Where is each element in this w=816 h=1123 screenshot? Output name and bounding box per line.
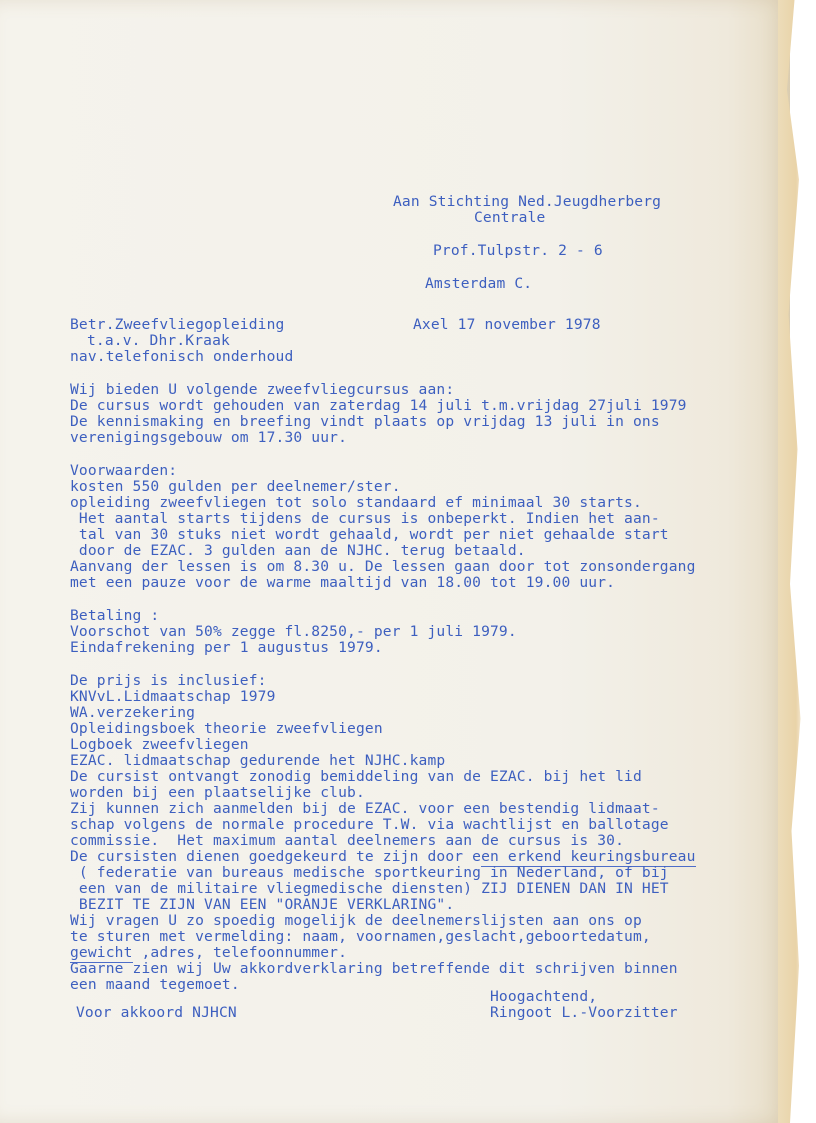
request-line: een maand tegemoet. <box>70 976 240 993</box>
conditions-line: Aanvang der lessen is om 8.30 u. De lessen gaan door tot zonsondergang <box>70 558 696 575</box>
inclusive-item: Logboek zweefvliegen <box>70 736 249 753</box>
payment-line: Eindafrekening per 1 augustus 1979. <box>70 639 383 656</box>
request-underlined-text: gewicht <box>70 944 133 961</box>
medical-underlined-text: en erkend keuringsbureau <box>481 848 696 865</box>
recipient-city: Amsterdam C. <box>425 275 533 292</box>
recipient-dept: Centrale <box>474 209 546 226</box>
payment-heading: Betaling : <box>70 607 160 624</box>
intro-line: verenigingsgebouw om 17.30 uur. <box>70 429 348 446</box>
conditions-line: Het aantal starts tijdens de cursus is onbeperkt. Indien het aan- <box>70 510 660 527</box>
conditions-line: opleiding zweefvliegen tot solo standaard ef minimaal 30 starts. <box>70 494 642 511</box>
intro-line: De cursus wordt gehouden van zaterdag 14 juli t.m.vrijdag 27juli 1979 <box>70 397 687 414</box>
medical-line: ( federatie van bureaus medische sportkeuring in Nederland, of bij <box>70 864 669 881</box>
inclusive-item: KNVvL.Lidmaatschap 1979 <box>70 688 276 705</box>
attention-line: t.a.v. Dhr.Kraak <box>87 332 230 349</box>
inclusive-item: Opleidingsboek theorie zweefvliegen <box>70 720 383 737</box>
inclusive-line: schap volgens de normale procedure T.W. via wachtlijst en ballotage <box>70 816 669 833</box>
recipient-name: Aan Stichting Ned.Jeugdherberg <box>393 193 662 210</box>
medical-text: De cursisten dienen goedgekeurd te zijn door e <box>70 848 482 865</box>
subject-line: Betr.Zweefvliegopleiding <box>70 316 285 333</box>
conditions-line: tal van 30 stuks niet wordt gehaald, wordt per niet gehaalde start <box>70 526 669 543</box>
place-date: Axel 17 november 1978 <box>413 316 601 333</box>
reference-line: nav.telefonisch onderhoud <box>70 348 294 365</box>
payment-line: Voorschot van 50% zegge fl.8250,- per 1 juli 1979. <box>70 623 517 640</box>
inclusive-line: De cursist ontvangt zonodig bemiddeling van de EZAC. bij het lid <box>70 768 642 785</box>
inclusive-heading: De prijs is inclusief: <box>70 672 267 689</box>
conditions-line: door de EZAC. 3 gulden aan de NJHC. terug betaald. <box>70 542 526 559</box>
inclusive-line: commissie. Het maximum aantal deelnemers aan de cursus is 30. <box>70 832 625 849</box>
request-line: Gaarne zien wij Uw akkordverklaring betreffende dit schrijven binnen <box>70 960 678 977</box>
request-line: te sturen met vermelding: naam, voornamen,geslacht,geboortedatum, <box>70 928 651 945</box>
medical-line <box>70 849 696 865</box>
inclusive-line: worden bij een plaatselijke club. <box>70 784 365 801</box>
intro-line: Wij bieden U volgende zweefvliegcursus aan: <box>70 381 455 398</box>
inclusive-item: EZAC. lidmaatschap gedurende het NJHC.kamp <box>70 752 446 769</box>
inclusive-line: Zij kunnen zich aanmelden bij de EZAC. voor een bestendig lidmaat- <box>70 800 660 817</box>
recipient-address: Prof.Tulpstr. 2 - 6 <box>433 242 603 259</box>
medical-line: BEZIT TE ZIJN VAN EEN "ORANJE VERKLARING". <box>70 896 455 913</box>
closing-salutation: Hoogachtend, <box>490 988 598 1005</box>
intro-line: De kennismaking en breefing vindt plaats op vrijdag 13 juli in ons <box>70 413 660 430</box>
request-line: Wij vragen U zo spoedig mogelijk de deelnemerslijsten aan ons op <box>70 912 642 929</box>
request-text: ,adres, telefoonnummer. <box>132 944 348 961</box>
medical-line: een van de militaire vliegmedische diensten) ZIJ DIENEN DAN IN HET <box>70 880 669 897</box>
conditions-line: kosten 550 gulden per deelnemer/ster. <box>70 478 401 495</box>
approval-line: Voor akkoord NJHCN <box>76 1004 237 1021</box>
request-line <box>70 945 347 961</box>
signatory: Ringoot L.-Voorzitter <box>490 1004 678 1021</box>
conditions-line: met een pauze voor de warme maaltijd van 18.00 tot 19.00 uur. <box>70 574 616 591</box>
conditions-heading: Voorwaarden: <box>70 462 178 479</box>
inclusive-item: WA.verzekering <box>70 704 196 721</box>
